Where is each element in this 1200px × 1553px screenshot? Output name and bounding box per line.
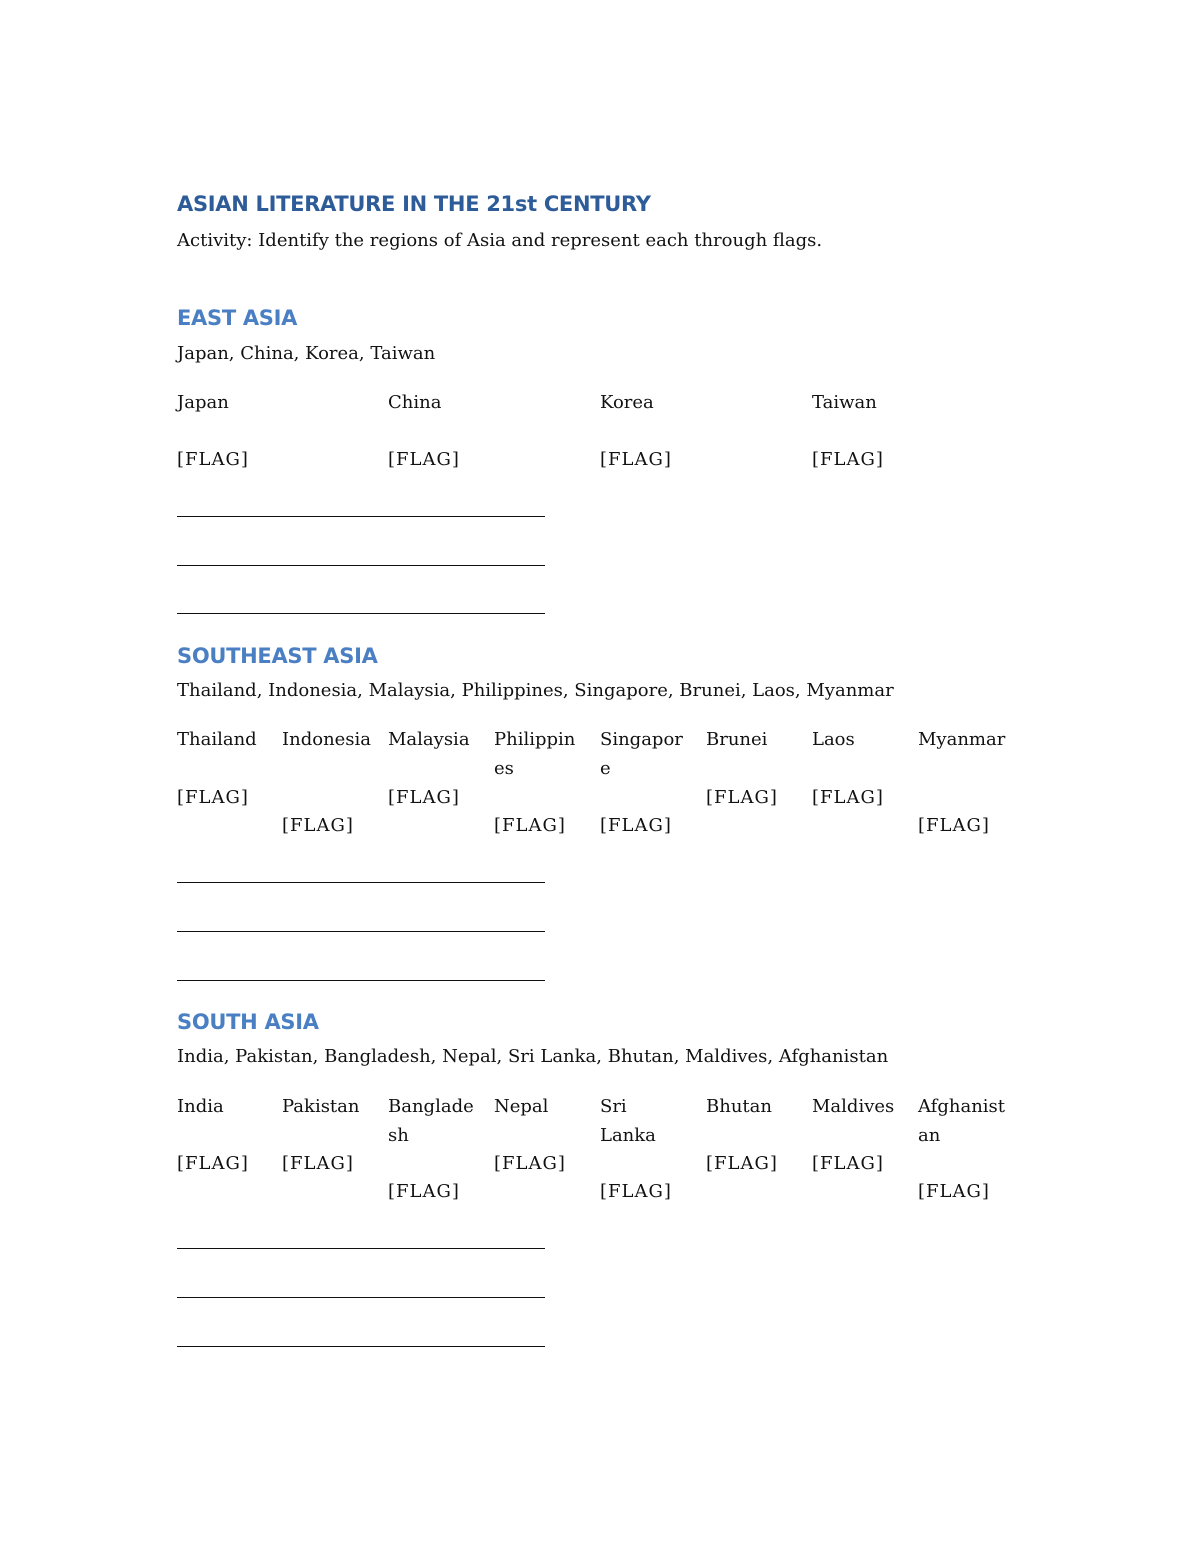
- answer-line[interactable]: [177, 931, 545, 932]
- answer-line[interactable]: [177, 1346, 545, 1347]
- flag-placeholder: [FLAG]: [600, 815, 672, 836]
- country-label: Nepal: [494, 1096, 549, 1117]
- flag-placeholder: [FLAG]: [282, 1153, 354, 1174]
- flag-placeholder: [FLAG]: [812, 787, 884, 808]
- flag-placeholder: [FLAG]: [600, 1181, 672, 1202]
- country-label: Bhutan: [706, 1096, 772, 1117]
- section-heading: SOUTHEAST ASIA: [177, 644, 378, 668]
- country-label: Maldives: [812, 1096, 895, 1117]
- answer-line[interactable]: [177, 1248, 545, 1249]
- answer-line[interactable]: [177, 565, 545, 566]
- answer-line[interactable]: [177, 980, 545, 981]
- country-list: Japan, China, Korea, Taiwan: [177, 343, 436, 364]
- document-title: ASIAN LITERATURE IN THE 21st CENTURY: [177, 192, 651, 216]
- country-label: Afghanistan: [918, 1096, 1006, 1146]
- flag-placeholder: [FLAG]: [282, 815, 354, 836]
- country-label: Myanmar: [918, 729, 1006, 750]
- country-label: Indonesia: [282, 729, 372, 750]
- country-list: Thailand, Indonesia, Malaysia, Philippines, Singapore, Brunei, Laos, Myanmar: [177, 680, 894, 701]
- flag-placeholder: [FLAG]: [600, 449, 672, 470]
- flag-placeholder: [FLAG]: [918, 1181, 990, 1202]
- flag-placeholder: [FLAG]: [494, 1153, 566, 1174]
- answer-line[interactable]: [177, 516, 545, 517]
- flag-placeholder: [FLAG]: [177, 787, 249, 808]
- country-label: Singapore: [600, 729, 683, 779]
- flag-placeholder: [FLAG]: [177, 1153, 249, 1174]
- flag-placeholder: [FLAG]: [918, 815, 990, 836]
- flag-placeholder: [FLAG]: [494, 815, 566, 836]
- activity-instructions: Activity: Identify the regions of Asia and represent each through flags.: [177, 230, 823, 251]
- country-label: Pakistan: [282, 1096, 360, 1117]
- section-heading: EAST ASIA: [177, 306, 298, 330]
- answer-line[interactable]: [177, 882, 545, 883]
- country-label: India: [177, 1096, 224, 1117]
- flag-placeholder: [FLAG]: [812, 1153, 884, 1174]
- flag-placeholder: [FLAG]: [812, 449, 884, 470]
- flag-placeholder: [FLAG]: [388, 787, 460, 808]
- answer-line[interactable]: [177, 1297, 545, 1298]
- country-label: Philippines: [494, 729, 576, 779]
- flag-placeholder: [FLAG]: [177, 449, 249, 470]
- flag-placeholder: [FLAG]: [388, 1181, 460, 1202]
- country-label: Sri Lanka: [600, 1096, 656, 1146]
- country-label: Thailand: [177, 729, 257, 750]
- flag-placeholder: [FLAG]: [706, 1153, 778, 1174]
- country-label: Brunei: [706, 729, 768, 750]
- country-label: Malaysia: [388, 729, 470, 750]
- country-label: Japan: [177, 392, 229, 413]
- country-list: India, Pakistan, Bangladesh, Nepal, Sri Lanka, Bhutan, Maldives, Afghanistan: [177, 1046, 889, 1067]
- section-heading: SOUTH ASIA: [177, 1010, 319, 1034]
- country-label: Laos: [812, 729, 855, 750]
- flag-placeholder: [FLAG]: [388, 449, 460, 470]
- country-label: Bangladesh: [388, 1096, 474, 1146]
- answer-line[interactable]: [177, 613, 545, 614]
- flag-placeholder: [FLAG]: [706, 787, 778, 808]
- country-label: Korea: [600, 392, 654, 413]
- country-label: China: [388, 392, 442, 413]
- country-label: Taiwan: [812, 392, 877, 413]
